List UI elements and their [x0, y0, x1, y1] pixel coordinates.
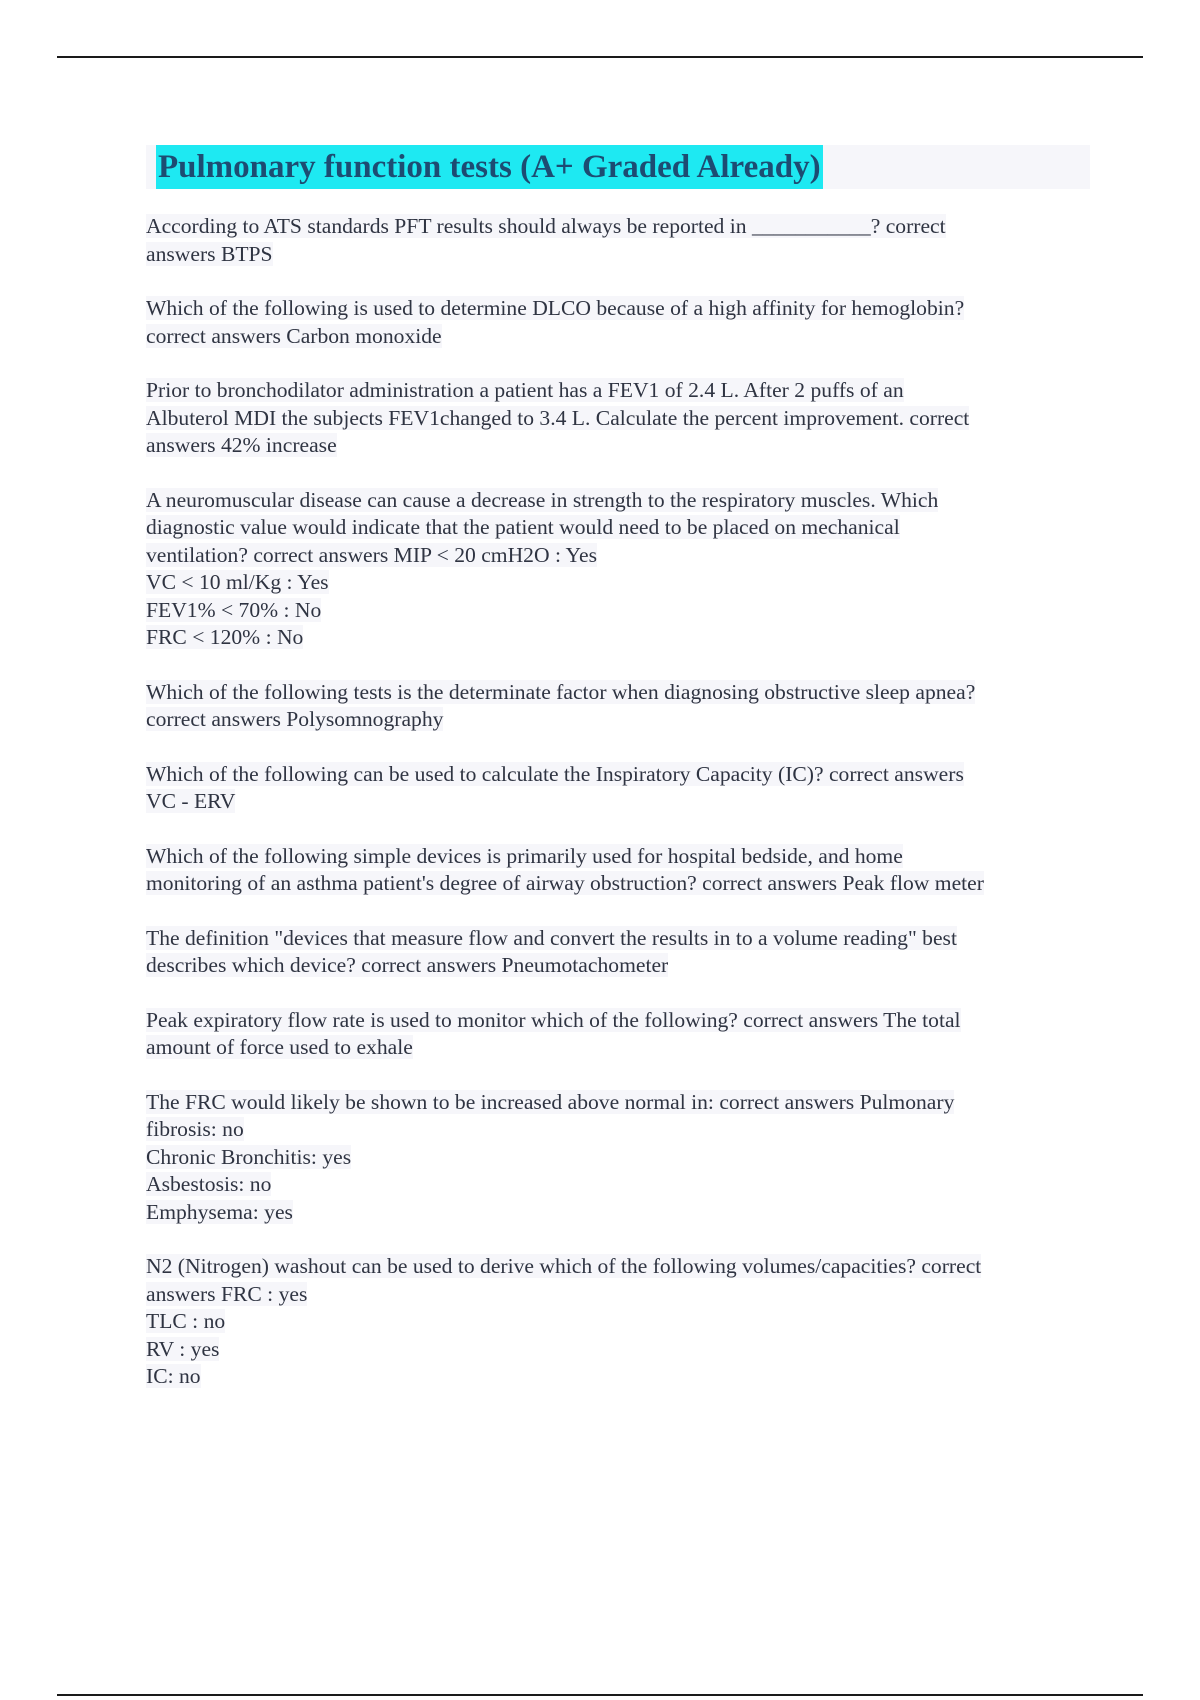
qa-line: correct answers Carbon monoxide — [146, 323, 442, 348]
qa-line-row — [146, 569, 1090, 597]
qa-line-row — [146, 405, 1090, 433]
qa-line: monitoring of an asthma patient's degree of airway obstruction? correct answers Peak flow meter — [146, 871, 984, 895]
qa-line-row — [146, 761, 1090, 789]
qa-line-row — [146, 1281, 1090, 1309]
qa-line: The definition "devices that measure flow and convert the results in to a volume reading" best — [146, 925, 957, 950]
qa-line: According to ATS standards PFT results should always be reported in ___________? correct — [146, 214, 946, 238]
qa-item — [146, 1007, 1090, 1062]
qa-line-row — [146, 843, 1090, 871]
qa-line-row — [146, 1007, 1090, 1035]
qa-line-row — [146, 1199, 1090, 1227]
qa-line: amount of force used to exhale — [146, 1035, 413, 1059]
document-title: Pulmonary function tests (A+ Graded Already) — [156, 145, 823, 189]
qa-line: diagnostic value would indicate that the patient would need to be placed on mechanical — [146, 515, 900, 539]
qa-item — [146, 679, 1090, 734]
qa-line: Albuterol MDI the subjects FEV1changed to 3.4 L. Calculate the percent improvement. correct — [146, 405, 970, 430]
qa-line: Which of the following simple devices is primarily used for hospital bedside, and home — [146, 843, 903, 868]
qa-item — [146, 843, 1090, 898]
qa-item — [146, 1089, 1090, 1227]
qa-line: TLC : no — [146, 1309, 226, 1333]
qa-line-row — [146, 542, 1090, 570]
bottom-rule — [57, 1694, 1143, 1696]
qa-item — [146, 295, 1090, 350]
qa-line-row — [146, 213, 1090, 241]
qa-line: correct answers Polysomnography — [146, 707, 444, 731]
qa-line: A neuromuscular disease can cause a decrease in strength to the respiratory muscles. Which — [146, 487, 939, 512]
qa-line: describes which device? correct answers Pneumotachometer — [146, 953, 669, 977]
qa-line-row — [146, 788, 1090, 816]
qa-line: RV : yes — [146, 1336, 220, 1361]
qa-line-row — [146, 323, 1090, 351]
qa-line-row — [146, 1171, 1090, 1199]
qa-line-row — [146, 624, 1090, 652]
qa-line: VC - ERV — [146, 789, 236, 813]
qa-line: Asbestosis: no — [146, 1172, 272, 1196]
qa-line: FRC < 120% : No — [146, 625, 304, 649]
qa-line-row — [146, 1253, 1090, 1281]
qa-line-row — [146, 679, 1090, 707]
qa-line-row — [146, 295, 1090, 323]
qa-line-row — [146, 1308, 1090, 1336]
qa-line: fibrosis: no — [146, 1117, 244, 1141]
qa-line: Which of the following tests is the determinate factor when diagnosing obstructive sleep apnea? — [146, 679, 976, 704]
qa-line: IC: no — [146, 1364, 201, 1388]
qa-line: Emphysema: yes — [146, 1199, 293, 1224]
qa-line: Prior to bronchodilator administration a patient has a FEV1 of 2.4 L. After 2 puffs of an — [146, 378, 904, 402]
qa-line: VC < 10 ml/Kg : Yes — [146, 570, 329, 594]
qa-line: ventilation? correct answers MIP < 20 cmH2O : Yes — [146, 542, 597, 567]
qa-line-row — [146, 1034, 1090, 1062]
qa-item — [146, 377, 1090, 460]
qa-line: Which of the following can be used to calculate the Inspiratory Capacity (IC)? correct answers — [146, 761, 964, 786]
qa-line: FEV1% < 70% : No — [146, 597, 322, 622]
qa-line-row — [146, 1144, 1090, 1172]
qa-line-row — [146, 597, 1090, 625]
qa-item — [146, 487, 1090, 652]
top-rule — [57, 56, 1143, 58]
qa-line-row — [146, 1363, 1090, 1391]
qa-line-row — [146, 241, 1090, 269]
qa-line-row — [146, 870, 1090, 898]
qa-line: answers FRC : yes — [146, 1281, 308, 1306]
qa-line: Which of the following is used to determine DLCO because of a high affinity for hemoglobin? — [146, 296, 965, 320]
qa-line: Peak expiratory flow rate is used to monitor which of the following? correct answers The total — [146, 1007, 961, 1032]
qa-line: N2 (Nitrogen) washout can be used to derive which of the following volumes/capacities? correct — [146, 1254, 982, 1278]
qa-line-row — [146, 514, 1090, 542]
qa-line: The FRC would likely be shown to be increased above normal in: correct answers Pulmonary — [146, 1089, 955, 1114]
qa-line: answers BTPS — [146, 241, 273, 266]
qa-line: Chronic Bronchitis: yes — [146, 1144, 352, 1169]
qa-item — [146, 213, 1090, 268]
document-body — [146, 145, 1090, 1418]
title-band — [146, 145, 1090, 189]
qa-line: answers 42% increase — [146, 433, 337, 457]
qa-item — [146, 1253, 1090, 1391]
qa-line-row — [146, 432, 1090, 460]
qa-line-row — [146, 487, 1090, 515]
qa-line-row — [146, 706, 1090, 734]
qa-line-row — [146, 1336, 1090, 1364]
qa-line-row — [146, 952, 1090, 980]
qa-item — [146, 761, 1090, 816]
qa-list — [146, 213, 1090, 1391]
qa-line-row — [146, 1116, 1090, 1144]
qa-line-row — [146, 1089, 1090, 1117]
qa-item — [146, 925, 1090, 980]
qa-line-row — [146, 925, 1090, 953]
qa-line-row — [146, 377, 1090, 405]
